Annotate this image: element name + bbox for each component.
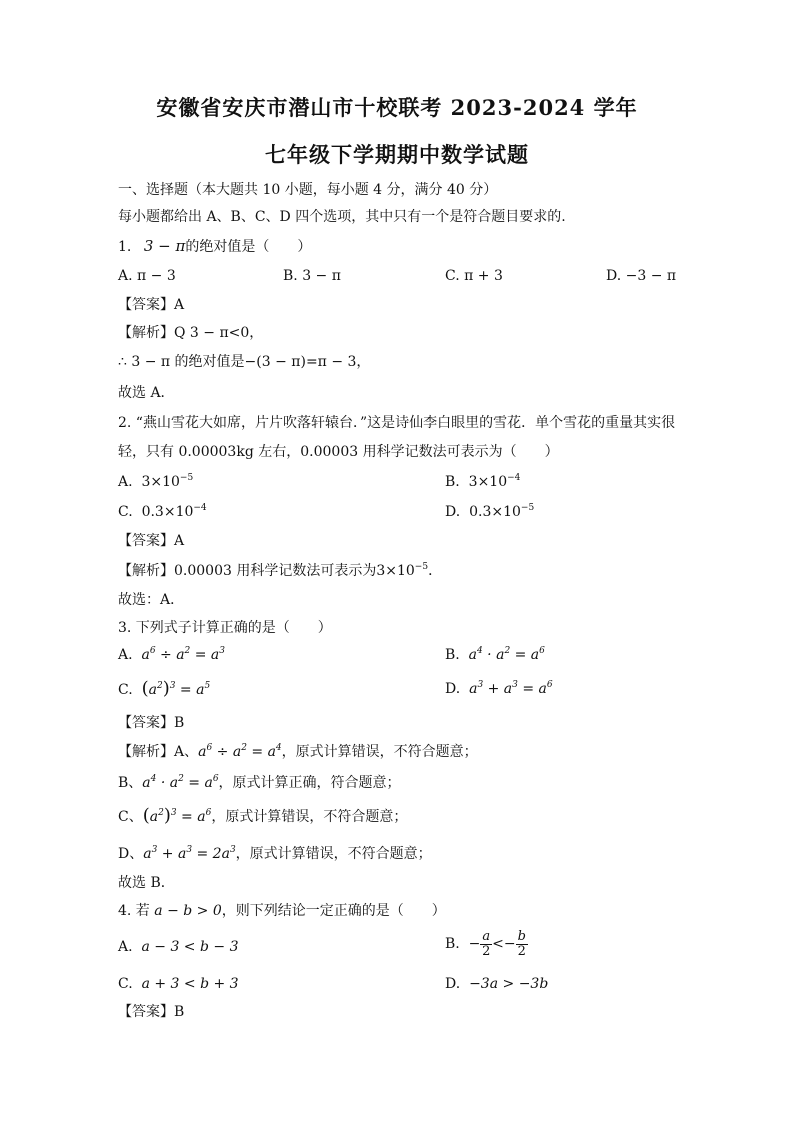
- title-line-2: 七年级下学期期中数学试题: [265, 142, 529, 167]
- q4-option-d: D. −3a > −3b: [445, 976, 549, 992]
- q2-option-b: [445, 473, 520, 490]
- q4-stem-expr: a − b > 0: [154, 903, 222, 919]
- q2-option-c: [118, 503, 207, 520]
- q2-answer: 【答案】A: [118, 533, 185, 549]
- q3-analysis-c-post: ，原式计算错误，不符合题意；: [211, 809, 408, 825]
- q3-analysis-b: B、$a^4 \cdot a^2 = a^6$，原式计算正确，符合题意；: [118, 774, 401, 791]
- q2-option-a: [118, 473, 193, 490]
- q3-option-c: C. $(a^2)^3 = a^5$: [118, 678, 211, 699]
- q3-option-a: A. $a^6 \div a^2 = a^3$: [118, 646, 225, 663]
- q1-conclusion: 故选 A．: [118, 385, 175, 401]
- q2-option-b-base: 3×10: [468, 474, 508, 490]
- q3-analysis-b-post: ，原式计算正确，符合题意；: [218, 775, 401, 791]
- q2-option-d-base: 0.3×10: [469, 504, 521, 520]
- q1-analysis-1: [118, 322, 263, 342]
- q2-option-c-label: C.: [118, 504, 133, 520]
- q2-option-b-exp: −4: [507, 473, 521, 483]
- q2-analysis-post: ．: [428, 563, 443, 579]
- q2-option-a-exp: −5: [179, 473, 194, 483]
- q4-option-b: B. − $\frac{a}{2}$ <− $\frac{b}{2}$: [445, 929, 526, 959]
- q4-answer: 【答案】B: [118, 1004, 185, 1020]
- q1-option-c: C. π + 3: [445, 268, 503, 284]
- q4-option-d-expr: −3a > −3b: [469, 976, 549, 992]
- q2-option-a-label: A.: [118, 474, 133, 490]
- q2-option-d: [445, 503, 534, 520]
- q3-analysis-d-pre: D、: [118, 846, 144, 862]
- q1-option-b: B. 3 − π: [283, 268, 341, 284]
- q2-analysis-exp: −5: [414, 562, 429, 572]
- q3-stem: 3. 下列式子计算正确的是（ ）: [118, 620, 332, 636]
- q3-option-b: B. $a^4 \cdot a^2 = a^6$: [445, 646, 545, 663]
- q1-analysis-label: 【解析】: [118, 325, 174, 341]
- q3-analysis-c-pre: C、: [118, 809, 143, 825]
- q4-stem: [118, 900, 446, 920]
- q1-stem: [118, 236, 311, 256]
- q1-expression: 3 − π: [143, 237, 186, 255]
- q2-option-c-exp: −4: [193, 503, 207, 513]
- q3-answer: 【答案】B: [118, 715, 185, 731]
- q4-option-c: C. a + 3 < b + 3: [118, 976, 239, 992]
- q1-option-a: A. π − 3: [118, 268, 176, 284]
- q3-analysis-b-pre: B、: [118, 775, 143, 791]
- q2-option-a-base: 3×10: [141, 474, 180, 490]
- q1-number: 1.: [118, 239, 132, 255]
- q2-analysis-pre: 【解析】0.00003 用科学记数法可表示为: [118, 563, 377, 579]
- q3-conclusion: 故选 B．: [118, 875, 175, 891]
- q2-conclusion: 故选：A．: [118, 592, 185, 608]
- q3-analysis-d-post: ，原式计算错误，不符合题意；: [235, 846, 432, 862]
- q3-analysis-c: C、$(a^2)^3 = a^6$，原式计算错误，不符合题意；: [118, 805, 408, 826]
- q1-analysis-2: [118, 351, 370, 371]
- q3-analysis-a-pre: 【解析】A、: [118, 744, 199, 760]
- q4-option-a-expr: a − 3 < b − 3: [141, 939, 239, 955]
- q1-analysis-condition: Q 3 − π<0，: [174, 325, 264, 341]
- q2-stem-line-1: 2. “燕山雪花大如席，片片吹落轩辕台．”这是诗仙李白眼里的雪花．单个雪花的重量其实很: [118, 415, 676, 431]
- q1-answer: 【答案】A: [118, 297, 185, 313]
- q2-option-c-base: 0.3×10: [141, 504, 194, 520]
- q2-option-b-label: B.: [445, 474, 460, 490]
- q4-option-c-expr: a + 3 < b + 3: [141, 976, 239, 992]
- q1-text: 的绝对值是（ ）: [185, 239, 312, 255]
- title-line-1: 安徽省安庆市潜山市十校联考 2023-2024 学年: [156, 95, 638, 120]
- q3-analysis-a: 【解析】A、$a^6 \div a^2 = a^4$，原式计算错误，不符合题意；: [118, 743, 478, 760]
- q3-analysis-a-post: ，原式计算错误，不符合题意；: [281, 744, 478, 760]
- q3-analysis-d: D、$a^3 + a^3 = 2a^3$，原式计算错误，不符合题意；: [118, 845, 432, 862]
- q1-option-d: D. −3 − π: [606, 268, 677, 284]
- section-header: 一、选择题（本大题共 10 小题，每小题 4 分，满分 40 分）: [118, 182, 498, 198]
- q1-analysis-2-pre: ∴ 3 − π 的绝对值是: [118, 354, 245, 370]
- q2-analysis-base: 3×10: [376, 563, 415, 579]
- q2-stem-line-2: 轻，只有 0.00003kg 左右，0.00003 用科学记数法可表示为（ ）: [118, 444, 559, 460]
- q1-analysis-2-expr: −(3 − π)=π − 3，: [244, 354, 371, 370]
- section-instruction: 每小题都给出 A、B、C、D 四个选项，其中只有一个是符合题目要求的.: [118, 209, 566, 225]
- q2-analysis: [118, 560, 442, 580]
- q2-option-d-exp: −5: [520, 503, 535, 513]
- q4-option-a: A. a − 3 < b − 3: [118, 939, 239, 955]
- q2-option-d-label: D.: [445, 504, 461, 520]
- q4-stem-pre: 4. 若: [118, 903, 150, 919]
- q4-stem-post: ，则下列结论一定正确的是（ ）: [221, 903, 446, 919]
- q3-option-d: D. $a^3 + a^3 = a^6$: [445, 680, 553, 697]
